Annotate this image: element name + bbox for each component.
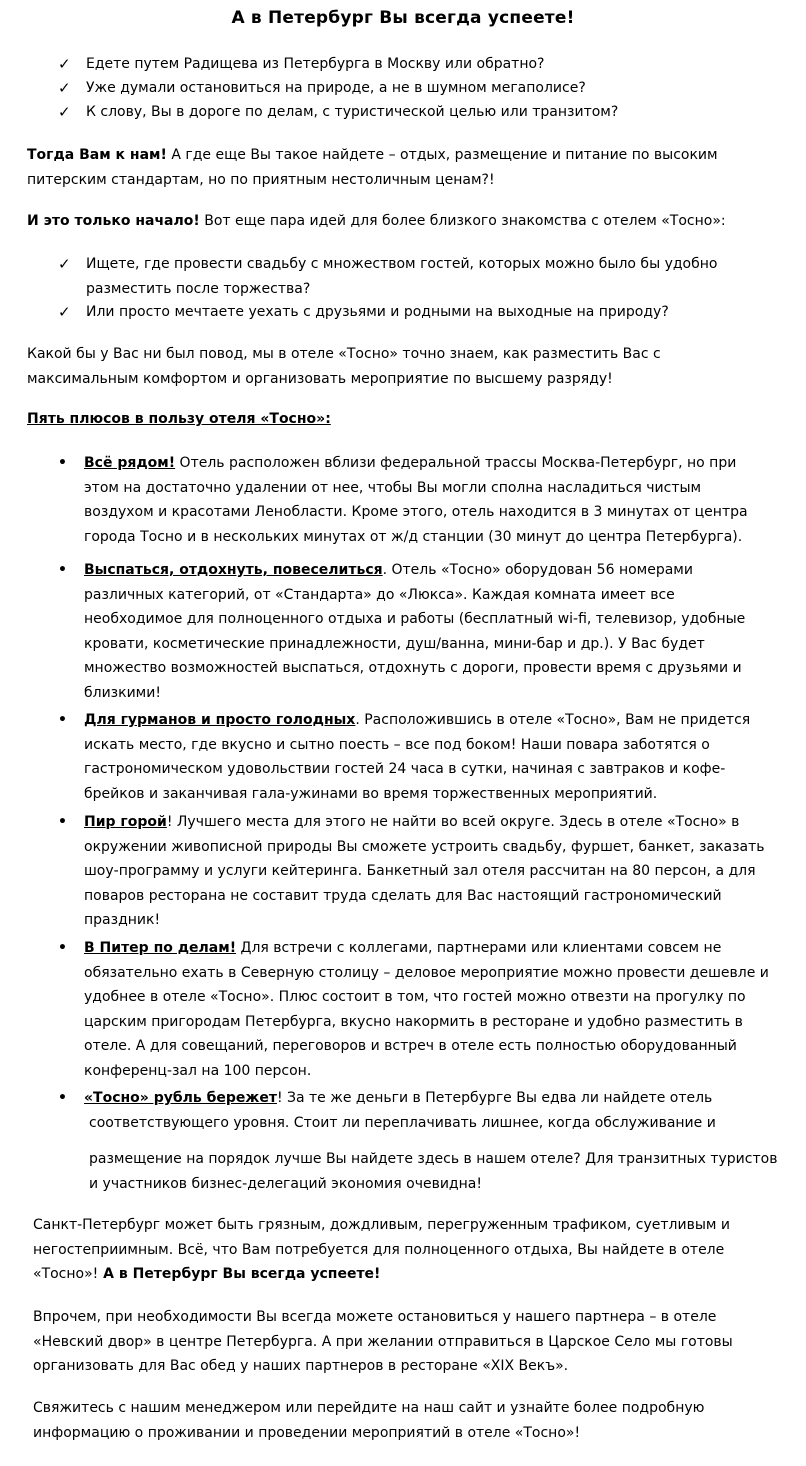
checkmark-icon: ✓ [58,303,71,321]
list-item-text: царским пригородам Петербурга, вкусно накормить в ресторане и удобно разместить в [84,1013,743,1030]
list-item-text: . Отель «Тосно» оборудован 56 номерами [382,562,693,578]
paragraph-text: А где еще Вы такое найдете – отдых, размещение и питание по высоким [166,147,718,163]
checklist-text: Ищете, где провести свадьбу с множеством гостей, которых можно было бы удобно [86,256,718,272]
paragraph-text: информацию о проживании и проведении мероприятий в отеле «Тосно»! [33,1424,581,1441]
paragraph [33,1213,730,1287]
list-item-heading: Всё рядом! [84,455,176,471]
list-item-text: необходимое для полноценного отдыха и работы (бесплатный wi-fi, телевизор, удобные [84,611,746,627]
list-item-text: различных категорий, от «Стандарта» до «Люкса». Каждая комната имеет все [84,586,675,603]
paragraph-emphasis: А в Петербург Вы всегда успеете! [98,1266,381,1282]
checklist-item [86,252,717,301]
list-item [84,558,745,705]
checkmark-icon: ✓ [58,55,71,73]
paragraph-text: питерским стандартам, но по приятным нестоличным ценам?! [27,171,495,188]
list-item-heading: Пир горой [84,814,167,830]
list-item-continuation [89,1147,777,1196]
list-item [84,810,765,933]
section-heading: Пять плюсов в пользу отеля «Тосно»: [27,411,331,427]
list-item-text: близкими! [84,684,161,701]
list-item-text: обязательно ехать в Северную столицу – деловое мероприятие можно провести дешевле и [84,964,769,981]
list-item-heading: «Тосно» рубль бережет [84,1090,277,1106]
checkmark-icon: ✓ [58,255,71,273]
bullet-icon: • [58,814,67,830]
list-item-text: и участников бизнес-делегаций экономия очевидна! [89,1175,482,1192]
list-item-heading: Для гурманов и просто голодных [84,712,356,728]
list-item-text: кровати, косметические принадлежности, душ/ванна, мини-бар и др.). У Вас будет [84,635,705,652]
list-item-text: города Тосно и в нескольких минутах от ж/д станции (30 минут до центра Петербурга). [84,528,743,545]
checklist-item: Уже думали остановиться на природе, а не в шумном мегаполисе? [86,80,586,96]
paragraph [27,143,718,192]
bullet-icon: • [58,712,67,728]
list-item-text: Для встречи с коллегами, партнерами или клиентами совсем не [236,940,722,956]
list-item-text: шоу-программу и услуги кейтеринга. Банкетный зал отеля рассчитан на 80 персон, а для [84,863,756,879]
list-item-text: поваров ресторана не составит труда сделать для Вас настоящий гастрономический [84,887,722,904]
list-item-text: соответствующего уровня. Стоит ли переплачивать лишнее, когда обслуживание и [89,1114,716,1131]
list-item-heading: Выспаться, отдохнуть, повеселиться [84,562,383,578]
list-item-text: . Расположившись в отеле «Тосно», Вам не придется [355,712,751,728]
list-item-text: удобнее в отеле «Тосно». Плюс состоит в том, что гостей можно отвезти на прогулку по [84,989,746,1005]
paragraph-text: «Невский двор» в центре Петербурга. А при желании отправиться в Царское Село мы готовы [33,1333,733,1350]
list-item-text: брейков и заканчивая гала-ужинами во время торжественных мероприятий. [84,785,658,802]
checklist-item: Или просто мечтаете уехать с друзьями и родными на выходные на природу? [86,304,669,320]
paragraph-text: организовать для Вас обед у наших партнеров в ресторане «XIX Векъ». [33,1358,569,1374]
list-item-text: ! За те же деньги в Петербурге Вы едва ли найдете отель [276,1090,713,1106]
paragraph-lead: И это только начало! [27,213,200,229]
list-item [84,936,769,1083]
bullet-icon: • [58,562,67,578]
list-item-text: гастрономическом удовольствии гостей 24 часа в сутки, начиная с завтраков и кофе- [84,761,726,777]
list-item-text: ! Лучшего места для этого не найти во всей округе. Здесь в отеле «Тосно» в [166,814,740,830]
bullet-icon: • [58,1090,67,1106]
list-item-heading: В Питер по делам! [84,940,237,956]
paragraph [33,1396,704,1445]
paragraph-lead: Тогда Вам к нам! [27,147,167,163]
checkmark-icon: ✓ [58,103,71,121]
checklist-item: Едете путем Радищева из Петербурга в Москву или обратно? [86,56,545,72]
list-item-text: конференц-зал на 100 персон. [84,1062,312,1079]
checkmark-icon: ✓ [58,79,71,97]
bullet-icon: • [58,455,67,471]
list-item [84,1086,716,1135]
paragraph [27,342,661,391]
list-item-text: отеле. А для совещаний, переговоров и встреч в отеле есть полностью оборудованный [84,1038,737,1054]
list-item-text: размещение на порядок лучше Вы найдете здесь в нашем отеле? Для транзитных туристов [89,1151,778,1167]
paragraph [33,1305,733,1379]
paragraph-text: Впрочем, при необходимости Вы всегда можете остановиться у нашего партнера – в отеле [33,1309,717,1325]
list-item-text: окружении живописной природы Вы сможете устроить свадьбу, фуршет, банкет, заказать [84,838,765,855]
paragraph [27,209,726,234]
list-item-text: этом на достаточно удалении от нее, чтобы Вы могли сполна насладиться чистым [84,479,702,496]
paragraph-text: Вот еще пара идей для более близкого знакомства с отелем «Тосно»: [199,213,726,229]
list-item-text: множество возможностей выспаться, отдохнуть с дороги, провести время с друзьями и [84,660,742,676]
list-item-text: праздник! [84,912,161,928]
paragraph-text: максимальным комфортом и организовать мероприятие по высшему разряду! [27,370,613,387]
bullet-icon: • [58,940,67,956]
list-item-text: воздухом и красотами Ленобласти. Кроме этого, отель находится в 3 минутах от центра [84,504,748,520]
paragraph-text: «Тосно»! [33,1266,99,1282]
checklist-text: разместить после торжества? [86,280,311,297]
list-item [84,708,750,806]
list-item-text: искать место, где вкусно и сытно поесть – все под боком! Наши повара заботятся о [84,736,710,753]
list-item-text: Отель расположен вблизи федеральной трассы Москва-Петербург, но при [175,455,737,471]
list-item [84,451,748,549]
paragraph-text: Свяжитесь с нашим менеджером или перейдите на наш сайт и узнайте более подробную [33,1400,705,1416]
paragraph-text: Какой бы у Вас ни был повод, мы в отеле «Тосно» точно знаем, как разместить Вас с [27,346,661,362]
checklist-item: К слову, Вы в дороге по делам, с туристической целью или транзитом? [86,104,619,120]
paragraph-text: Санкт-Петербург может быть грязным, дождливым, перегруженным трафиком, суетливым и [33,1217,730,1233]
paragraph-text: негостеприимным. Всё, что Вам потребуется для полноценного отдыха, Вы найдете в отеле [33,1241,725,1258]
page-title: А в Петербург Вы всегда успеете! [231,8,575,28]
